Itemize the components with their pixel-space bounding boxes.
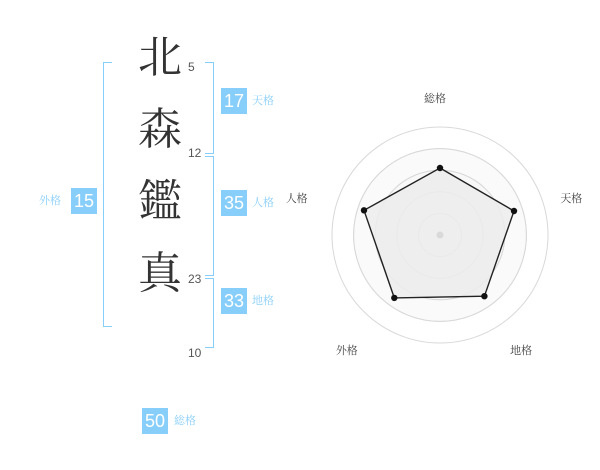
kanji-char-1: 北 [138, 32, 182, 83]
gaikaku-bracket-side [103, 62, 105, 327]
radar-axis-label-soukaku: 総格 [424, 93, 446, 105]
radar-axis-label-jinkaku: 人格 [285, 193, 308, 206]
jinkaku-label: 人格 [252, 197, 274, 209]
gaikaku-bracket-bottom [103, 326, 112, 328]
gaikaku-label: 外格 [39, 195, 61, 207]
stroke-count-1: 5 [188, 60, 195, 74]
gaikaku-value: 15 [71, 188, 97, 214]
soukaku-value: 50 [142, 408, 168, 434]
stroke-count-3: 23 [188, 272, 202, 286]
jinkaku-bracket-side [213, 156, 215, 276]
kanji-char-2: 森 [138, 104, 182, 155]
chikaku-bracket-side [213, 278, 215, 348]
stroke-count-4: 10 [188, 346, 202, 360]
radar-chart [285, 93, 583, 365]
chikaku-value: 33 [221, 288, 247, 314]
stroke-count-2: 12 [188, 146, 202, 160]
name-column [125, 22, 195, 310]
radar-axis-label-gaikaku: 外格 [335, 344, 358, 357]
tenkaku-value: 17 [221, 88, 247, 114]
tenkaku-bracket-side [213, 62, 215, 154]
radar-svg [310, 105, 570, 365]
kanji-char-3: 鑑 [138, 176, 182, 227]
radar-axis-label-tenkaku: 天格 [560, 193, 583, 206]
tenkaku-label: 天格 [252, 95, 274, 107]
tenkaku-bracket-bottom [205, 153, 214, 155]
kanji-char-4: 真 [138, 248, 182, 299]
jinkaku-bracket-bottom [205, 275, 214, 277]
chikaku-label: 地格 [252, 295, 274, 307]
jinkaku-value: 35 [221, 190, 247, 216]
chikaku-bracket-bottom [205, 347, 214, 349]
soukaku-label: 総格 [174, 415, 196, 427]
radar-axis-label-chikaku: 地格 [510, 344, 533, 357]
